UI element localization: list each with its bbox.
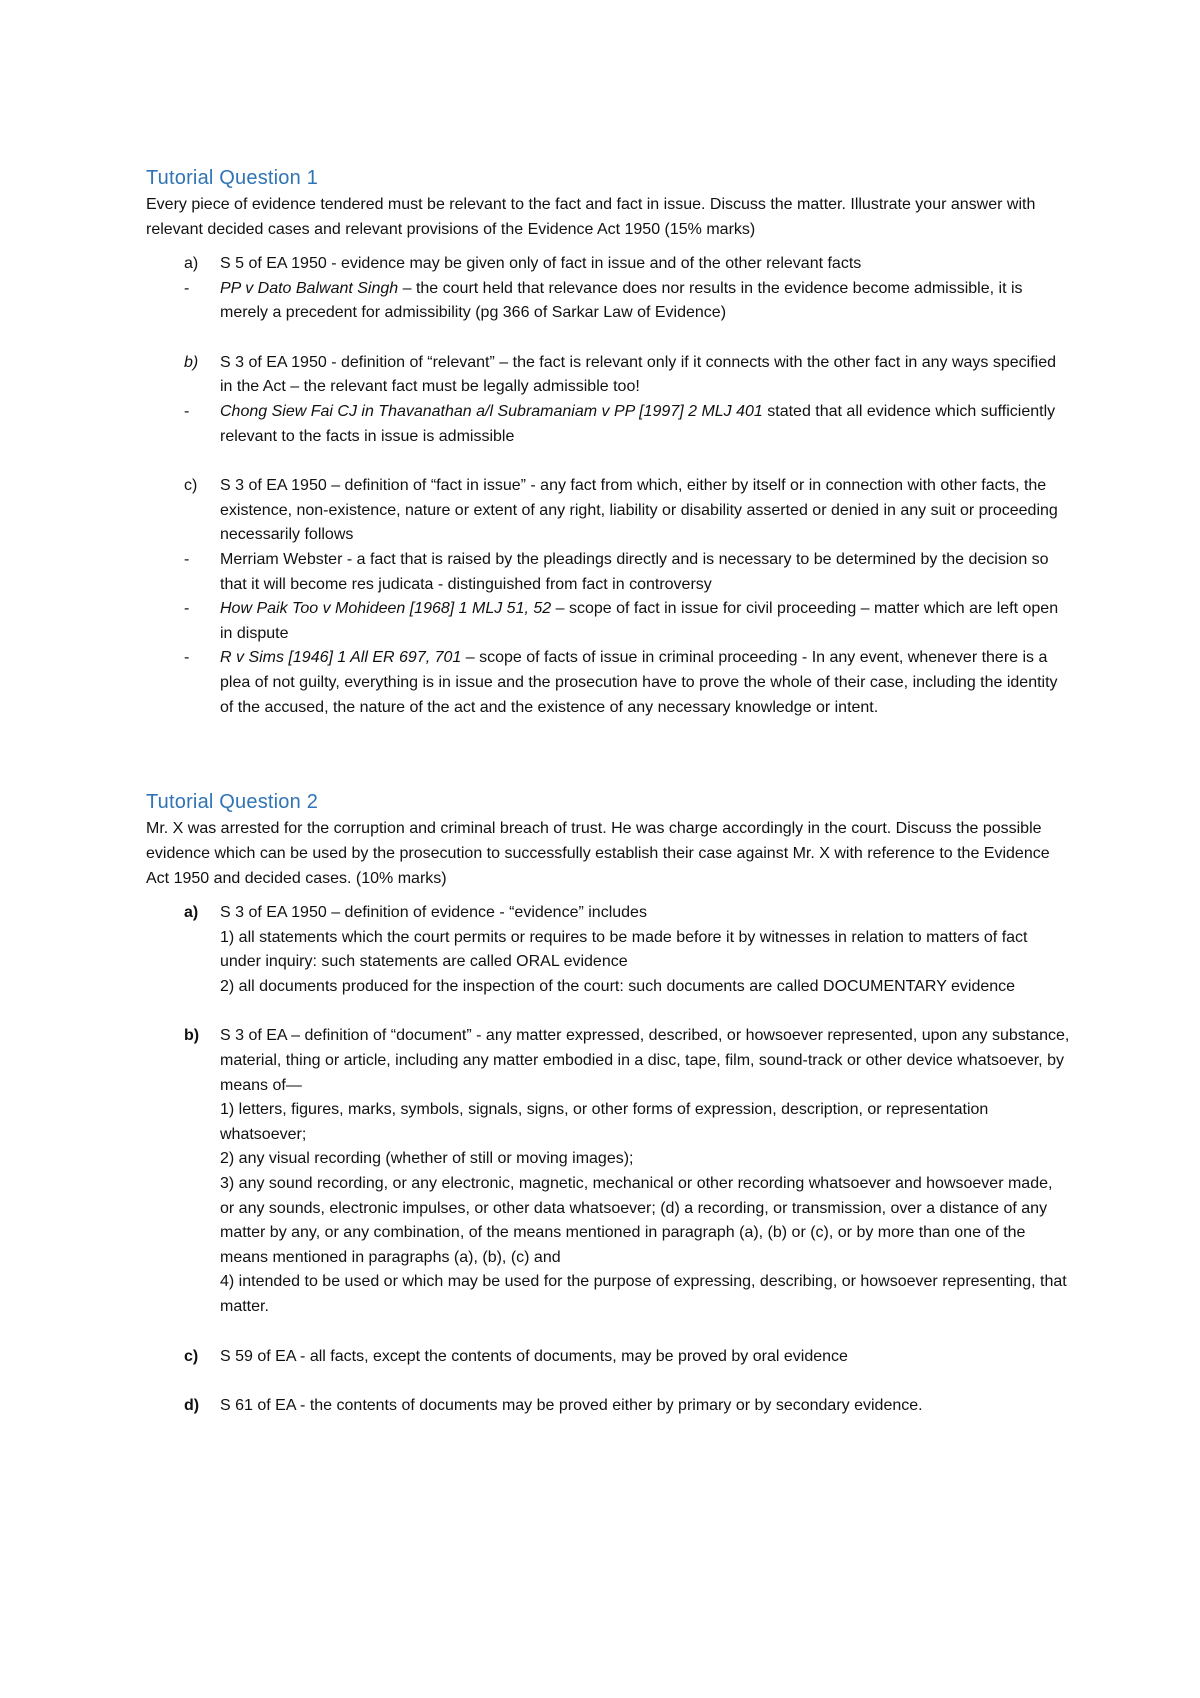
- bullet-text: – scope of fact in issue for civil proceeding – matter which are left open in dispute: [220, 600, 1059, 642]
- q2-item-d-text: S 61 of EA - the contents of documents may be proved either by primary or by secondary evidence.: [220, 1397, 923, 1415]
- case-citation: R v Sims [1946] 1 All ER 697, 701: [220, 649, 462, 667]
- question-1-heading: Tutorial Question 1: [146, 167, 319, 189]
- bullet-text: stated that all evidence which sufficiently relevant to the facts in issue is admissible: [220, 402, 1056, 445]
- q1-item-c-bullet-2: [146, 597, 1071, 646]
- q2-item-d-marker: d): [184, 1397, 200, 1415]
- q2-item-a: [146, 901, 1071, 999]
- dash-marker: -: [184, 649, 190, 667]
- case-citation: PP v Dato Balwant Singh: [220, 279, 399, 297]
- q2-item-b-line-2: 2) any visual recording (whether of still or moving images);: [220, 1150, 634, 1168]
- question-2-heading: Tutorial Question 2: [146, 791, 319, 814]
- q1-item-c-bullet-1: [146, 548, 1071, 597]
- bullet-text: – scope of facts of issue in criminal proceeding - In any event, whenever there is a plea of not guilty, everything is in issue and the prosecution have to prove the whole of their case, including the identity of the accused, the nature of the act and the existence of any necessary knowledge or intent.: [220, 649, 1058, 716]
- q1-item-c-marker: c): [184, 477, 198, 495]
- q1-item-c-bullet-3: [146, 646, 1071, 720]
- bullet-text: – the court held that relevance does nor results in the evidence become admissible, it is merely a precedent for admissibility (pg 366 of Sarkar Law of Evidence): [220, 279, 1023, 322]
- q2-item-a-marker: a): [184, 904, 199, 922]
- q1-item-a-text: S 5 of EA 1950 - evidence may be given only of fact in issue and of the other relevant facts: [220, 255, 862, 272]
- q1-item-c: [146, 474, 1071, 548]
- q2-item-a-line-2: 2) all documents produced for the inspection of the court: such documents are called DOCUMENTARY evidence: [220, 977, 1016, 995]
- q2-item-a-line-1: 1) all statements which the court permits or requires to be made before it by witnesses in relation to matters of fact under inquiry: such statements are called ORAL evidence: [220, 928, 1028, 971]
- bullet-text: Merriam Webster - a fact that is raised by the pleadings directly and is necessary to be determined by the decision so that it will become res judicata - distinguished from fact in controversy: [220, 550, 1049, 593]
- q2-item-b-line-0: S 3 of EA – definition of “document” - any matter expressed, described, or howsoever represented, upon any substance, material, thing or article, including any matter embodied in a disc, tape, film, sound-track or other device whatsoever, by means of—: [220, 1027, 1070, 1094]
- q2-item-c-marker: c): [184, 1347, 199, 1365]
- question-2-intro: Mr. X was arrested for the corruption and criminal breach of trust. He was charge accordingly in the court. Discuss the possible evidence which can be used by the prosecution to successfully establish their case against Mr. X with reference to the Evidence Act 1950 and decided cases. (10% marks): [146, 820, 1050, 888]
- q2-item-b-line-1: 1) letters, figures, marks, symbols, signals, signs, or other forms of expression, description, or representation whatsoever;: [220, 1101, 989, 1143]
- q2-item-a-line-0: S 3 of EA 1950 – definition of evidence - “evidence” includes: [220, 904, 647, 922]
- q2-item-b-marker: b): [184, 1027, 200, 1045]
- q1-item-a-marker: a): [184, 255, 199, 272]
- dash-marker: -: [184, 279, 190, 297]
- case-citation: How Paik Too v Mohideen [1968] 1 MLJ 51, 52: [220, 600, 552, 618]
- q2-item-d: [146, 1394, 1071, 1419]
- q2-item-b-line-3: 3) any sound recording, or any electronic, magnetic, mechanical or other recording whatsoever and howsoever made, or any sounds, electronic impulses, or other data whatsoever; (d) a recording, or transmission, over a distance of any matter by any, or any combination, of the means mentioned in paragraph (a), (b) or (c), or by more than one of the means mentioned in paragraphs (a), (b), (c) and: [220, 1175, 1053, 1266]
- q1-item-a: [146, 252, 1071, 277]
- dash-marker: -: [184, 600, 190, 618]
- q2-item-b-line-4: 4) intended to be used or which may be used for the purpose of expressing, describing, or howsoever representing, that matter.: [220, 1273, 1067, 1315]
- case-citation: Chong Siew Fai CJ in Thavanathan a/l Subramaniam v PP [1997] 2 MLJ 401: [220, 402, 763, 420]
- q1-item-b-marker: b): [184, 353, 199, 371]
- q2-item-b: [146, 1024, 1071, 1319]
- q1-item-c-text: S 3 of EA 1950 – definition of “fact in issue” - any fact from which, either by itself or in connection with other facts, the existence, non-existence, nature or extent of any right, liability or disability asserted or denied in any suit or proceeding necessarily follows: [220, 477, 1058, 544]
- q2-item-c-text: S 59 of EA - all facts, except the contents of documents, may be proved by oral evidence: [220, 1347, 848, 1365]
- q1-item-b-bullet: [146, 400, 1071, 449]
- document-body: [146, 166, 1071, 1419]
- q2-item-c: [146, 1345, 1071, 1370]
- q1-item-b-text: S 3 of EA 1950 - definition of “relevant” – the fact is relevant only if it connects with the other fact in any ways specified in the Act – the relevant fact must be legally admissible too!: [220, 353, 1056, 396]
- dash-marker: -: [184, 402, 190, 420]
- q1-item-b: [146, 351, 1071, 400]
- q1-item-a-bullet: [146, 277, 1071, 326]
- dash-marker: -: [184, 550, 190, 568]
- question-1-intro: Every piece of evidence tendered must be relevant to the fact and fact in issue. Discuss the matter. Illustrate your answer with relevant decided cases and relevant provisions of the Evidence Act 1950 (15% marks): [146, 196, 1036, 238]
